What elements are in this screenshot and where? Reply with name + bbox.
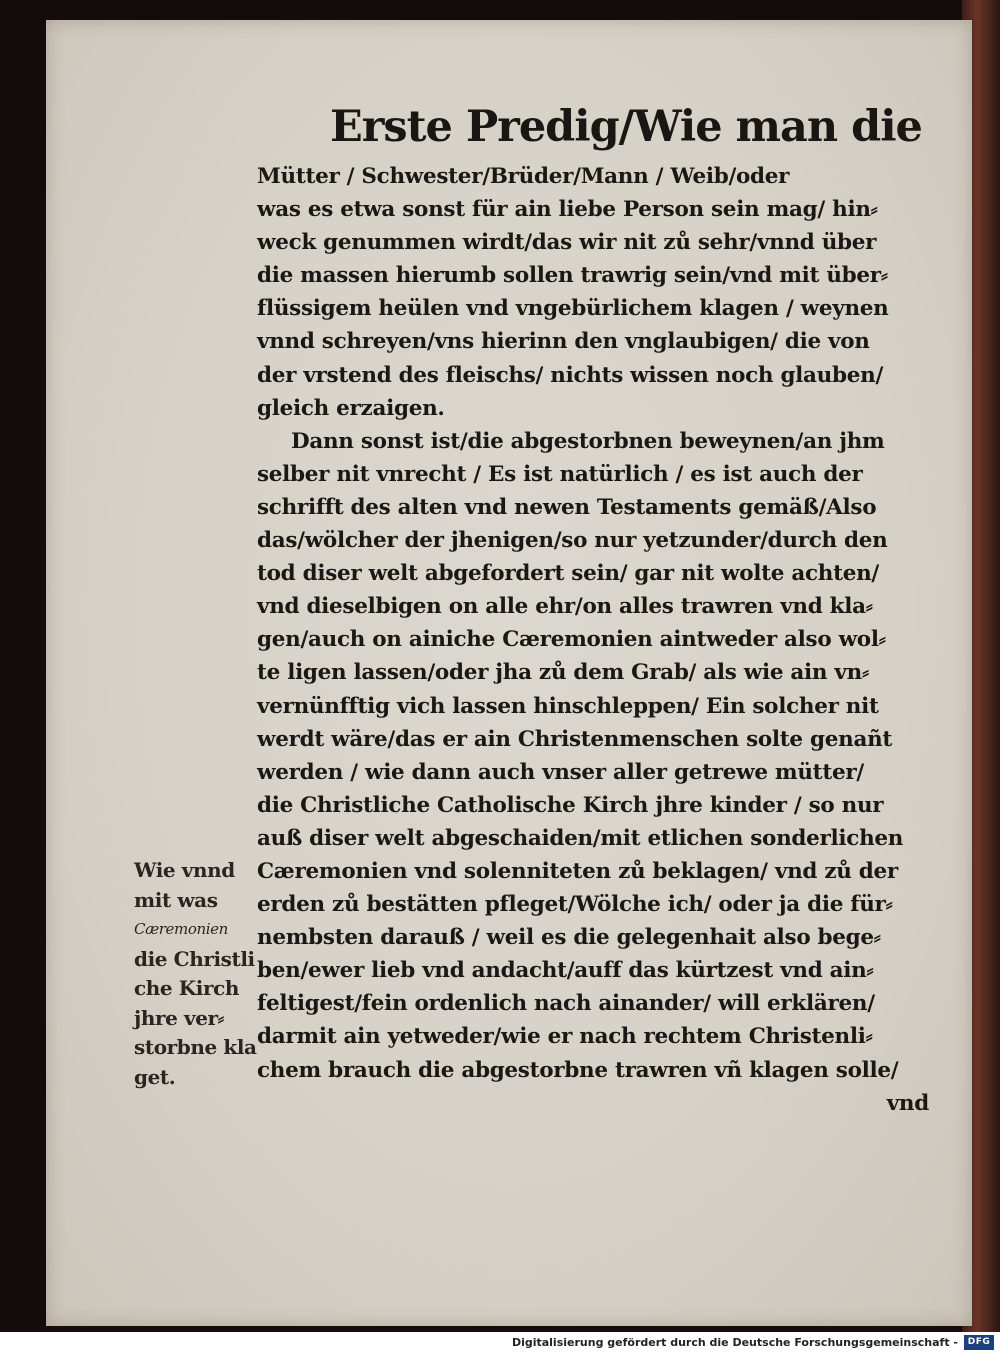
text-line: feltigest/fein ordenlich nach ainander/ will erklären/ xyxy=(257,991,875,1017)
text-line: das/wölcher der jhenigen/so nur yetzunder/durch den xyxy=(257,528,888,554)
text-line: gleich erzaigen. xyxy=(257,395,445,421)
text-line: darmit ain yetweder/wie er nach rechtem Christenli⸗ xyxy=(257,1024,873,1050)
marginal-note xyxy=(134,856,262,1092)
text-line: te ligen lassen/oder jha zů dem Grab/ als wie ain vn⸗ xyxy=(257,660,869,686)
dfg-logo: DFG xyxy=(964,1335,994,1350)
text-line: Dann sonst ist/die abgestorbnen beweynen/an jhm xyxy=(291,428,885,454)
marginal-line: che Kirch xyxy=(134,976,240,1000)
marginal-line: jhre ver⸗ xyxy=(134,1005,224,1030)
marginal-line: mit was xyxy=(134,887,218,912)
running-head: Erste Predig/Wie man die xyxy=(330,102,922,152)
text-line: die massen hierumb sollen trawrig sein/vnd mit über⸗ xyxy=(257,263,888,289)
text-line: selber nit vnrecht / Es ist natürlich / es ist auch der xyxy=(257,461,863,487)
text-line: auß diser welt abgeschaiden/mit etlichen sonderlichen xyxy=(257,825,904,851)
marginal-line: Cæremonien xyxy=(134,920,228,938)
text-line: vnnd schreyen/vns hierinn den vnglaubigen/ die von xyxy=(257,329,870,355)
text-line: tod diser welt abgefordert sein/ gar nit wolte achten/ xyxy=(257,561,879,587)
text-line: was es etwa sonst für ain liebe Person sein mag/ hin⸗ xyxy=(257,197,878,223)
text-line: gen/auch on ainiche Cæremonien aintweder also wol⸗ xyxy=(257,627,886,653)
text-line: Mütter / Schwester/Brüder/Mann / Weib/oder xyxy=(257,164,790,189)
text-line: werdt wäre/das er ain Christenmenschen solte genañt xyxy=(257,726,893,752)
text-line: Cæremonien vnd solenniteten zů beklagen/ vnd zů der xyxy=(257,858,898,884)
text-line: schrifft des alten vnd newen Testaments gemäß/Also xyxy=(257,494,877,520)
text-line: erden zů bestätten pfleget/Wölche ich/ oder ja die für⸗ xyxy=(257,892,893,918)
catchword: vnd xyxy=(886,1090,929,1116)
marginal-line: die Christli xyxy=(134,946,255,971)
marginal-line: Wie vnnd xyxy=(134,858,235,882)
text-line: vernünfftig vich lassen hinschleppen/ Ein solcher nit xyxy=(257,693,879,719)
text-line: flüssigem heülen vnd vngebürlichem klagen / weynen xyxy=(257,296,889,322)
text-line: weck genummen wirdt/das wir nit zů sehr/vnnd über xyxy=(257,230,877,256)
funding-note: Digitalisierung gefördert durch die Deutsche Forschungsgemeinschaft - xyxy=(511,1336,958,1349)
text-line: vnd dieselbigen on alle ehr/on alles trawren vnd kla⸗ xyxy=(257,594,873,620)
marginal-line: get. xyxy=(134,1064,176,1089)
text-line: werden / wie dann auch vnser aller getrewe mütter/ xyxy=(257,759,864,785)
text-line: die Christliche Catholische Kirch jhre kinder / so nur xyxy=(257,792,884,818)
text-line: chem brauch die abgestorbne trawren vñ klagen solle/ xyxy=(257,1057,899,1083)
text-line: ben/ewer lieb vnd andacht/auff das kürtzest vnd ain⸗ xyxy=(257,958,874,984)
text-line: der vrstend des fleischs/ nichts wissen noch glauben/ xyxy=(257,362,884,388)
marginal-line: storbne kla xyxy=(134,1035,257,1059)
text-line: nembsten darauß / weil es die gelegenhait also bege⸗ xyxy=(257,925,881,951)
body-text xyxy=(257,160,947,1120)
